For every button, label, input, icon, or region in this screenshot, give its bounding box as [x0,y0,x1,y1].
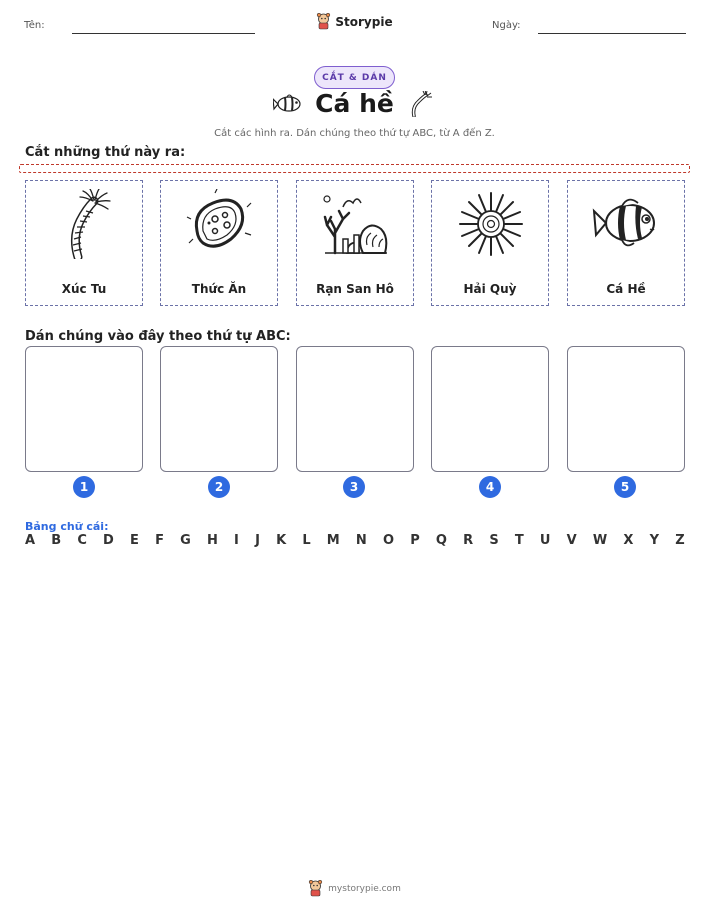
alphabet-letter: N [355,533,367,548]
alphabet-letter: D [103,533,114,548]
slot-number-4: 4 [479,476,501,498]
coral-reef-icon [321,189,391,259]
alphabet-letter: E [130,533,139,548]
cut-card-coral-reef[interactable] [296,180,414,306]
slot-number-2: 2 [208,476,230,498]
sea-anemone-icon [456,189,526,259]
alphabet-letter: Y [649,533,660,548]
card-label: Xúc Tu [61,282,107,296]
storypie-logo-icon [308,880,323,897]
alphabet-letter: T [514,533,524,548]
alphabet-letter: C [77,533,87,548]
food-icon [185,189,255,259]
cut-section-title: Cắt những thứ này ra: [25,145,186,160]
date-line[interactable] [538,33,686,34]
alphabet-letter: B [51,533,62,548]
alphabet-letter: R [463,533,474,548]
alphabet-letter: M [326,533,340,548]
cut-card-clownfish[interactable] [567,180,685,306]
tentacle-icon [50,189,120,259]
alphabet-label: Bảng chữ cái: [25,520,109,533]
card-label: Cá Hề [606,282,646,296]
alphabet-letter: A [25,533,36,548]
alphabet-letter: O [382,533,395,548]
slot-number-3: 3 [343,476,365,498]
paste-slot-1[interactable] [25,346,143,472]
title-row [0,89,709,118]
tentacle-icon [406,91,436,117]
paste-section-title: Dán chúng vào đây theo thứ tự ABC: [25,329,291,344]
footer [0,880,709,897]
alphabet-letter: W [592,533,608,548]
paste-slot-3[interactable] [296,346,414,472]
storypie-logo-icon [316,13,331,30]
slot-number-5: 5 [614,476,636,498]
alphabet-letter: H [206,533,218,548]
alphabet-letter: U [539,533,551,548]
card-label: Thức Ăn [191,282,247,296]
activity-badge: CẮT & DÁN [314,66,395,89]
alphabet-letter: I [234,533,239,548]
alphabet-letter: L [302,533,311,548]
page-title: Cá hề [315,89,394,118]
slot-number-1: 1 [73,476,95,498]
alphabet-letter: F [155,533,164,548]
cut-card-sea-anemone[interactable] [431,180,549,306]
cut-card-food[interactable] [160,180,278,306]
alphabet-letter: Z [675,533,685,548]
alphabet-letter: X [623,533,634,548]
clownfish-icon [273,91,303,117]
alphabet-row [25,533,685,548]
alphabet-letter: Q [435,533,447,548]
name-label: Tên: [24,20,45,31]
brand [0,13,709,30]
alphabet-letter: K [276,533,287,548]
alphabet-letter: G [180,533,191,548]
cut-line [19,164,690,173]
paste-slot-5[interactable] [567,346,685,472]
date-label: Ngày: [492,20,521,31]
card-label: Rạn San Hô [316,282,394,296]
name-line[interactable] [72,33,255,34]
card-label: Hải Quỳ [463,282,517,296]
clownfish-icon [592,189,662,259]
paste-slot-4[interactable] [431,346,549,472]
instructions: Cắt các hình ra. Dán chúng theo thứ tự ABC, từ A đến Z. [214,128,495,139]
cut-card-tentacle[interactable] [25,180,143,306]
alphabet-letter: J [255,533,260,548]
alphabet-letter: V [566,533,577,548]
alphabet-letter: S [489,533,499,548]
paste-slot-2[interactable] [160,346,278,472]
footer-site: mystorypie.com [328,883,401,894]
brand-name: Storypie [335,14,393,29]
alphabet-letter: P [410,533,420,548]
